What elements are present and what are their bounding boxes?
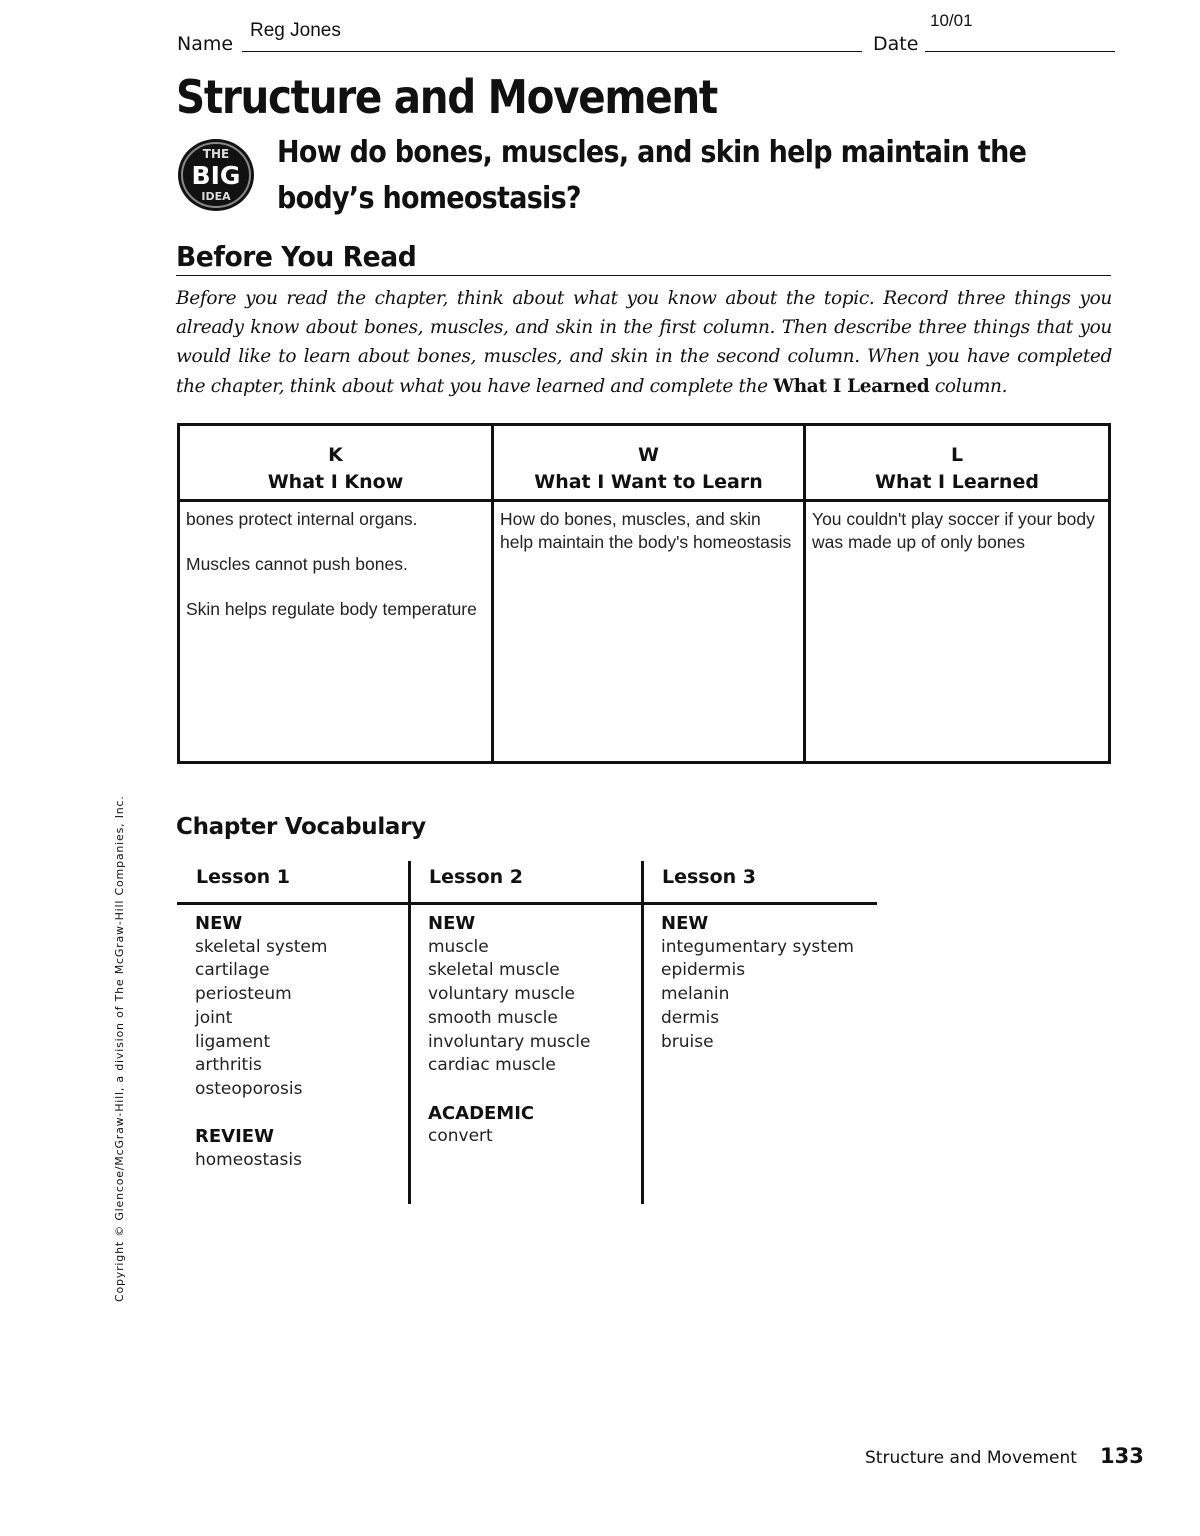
lesson-1-terms [195,912,327,1173]
page-number: 133 [1100,1444,1144,1468]
vocab-term: dermis [661,1007,720,1028]
vocab-term: bruise [661,1031,714,1052]
vocab-term: convert [428,1126,493,1147]
kwl-entry: Muscles cannot push bones. [186,554,408,574]
kwl-cell-want[interactable] [494,502,803,582]
kwl-entry: bones protect internal organs. [186,509,418,529]
vocab-term: ligament [195,1031,271,1052]
lesson-3-heading: Lesson 3 [662,866,757,888]
lesson-2-terms [428,912,591,1149]
vocab-term: cartilage [195,960,270,981]
instructions-text [176,284,1112,401]
big-idea-badge-icon [177,138,257,212]
name-value[interactable]: Reg Jones [250,20,341,41]
kwl-column-know [180,426,491,761]
date-line [925,51,1115,52]
big-idea-question [277,130,1027,222]
lesson-1-heading: Lesson 1 [196,866,291,888]
kwl-letter-k: K [328,444,343,466]
vocab-term: joint [195,1007,233,1028]
kwl-letter-l: L [950,444,964,466]
question-line-1: How do bones, muscles, and skin help maintain the [277,135,1027,170]
kwl-cell-learned[interactable] [806,502,1108,582]
vocab-term: smooth muscle [428,1007,558,1028]
kwl-title-learned: What I Learned [875,471,1039,493]
vocab-term: skeletal system [195,936,328,957]
kwl-table [177,423,1111,764]
footer-chapter-title: Structure and Movement [865,1448,1077,1468]
kwl-cell-know[interactable] [180,502,491,649]
before-you-read-heading: Before You Read [176,240,417,273]
vocab-term: voluntary muscle [428,984,575,1005]
kwl-column-learned [803,426,1108,761]
vocab-term: osteoporosis [195,1078,303,1099]
date-value[interactable]: 10/01 [930,11,973,30]
new-label: NEW [661,913,709,934]
vocab-term: melanin [661,984,730,1005]
vocabulary-divider [641,861,644,1204]
badge-bot-text: IDEA [201,190,231,203]
new-label: NEW [428,913,476,934]
kwl-entry: Skin helps regulate body temperature [186,599,477,619]
spacer [428,1078,591,1102]
vocab-term: skeletal muscle [428,960,560,981]
section-rule [176,275,1111,276]
kwl-column-want [491,426,803,761]
academic-label: ACADEMIC [428,1102,535,1124]
vocabulary-heading: Chapter Vocabulary [176,814,426,840]
vocab-term: arthritis [195,1055,262,1076]
question-line-2: body’s homeostasis? [277,181,581,216]
vocab-term: epidermis [661,960,746,981]
name-line [242,51,862,52]
kwl-header-want [494,426,803,502]
vocab-term: integumentary system [661,936,854,957]
kwl-header-know [180,426,491,502]
date-label: Date [873,33,919,55]
page-title: Structure and Movement [176,70,717,124]
kwl-title-know: What I Know [267,471,404,493]
name-label: Name [177,33,234,55]
vocabulary-rule [177,902,877,905]
kwl-entry: You couldn't play soccer if your body was made up of only bones [812,509,1095,552]
new-label: NEW [195,913,243,934]
kwl-entry: How do bones, muscles, and skin help maintain the body's homeostasis [500,509,792,552]
kwl-letter-w: W [638,444,659,466]
vocab-term: periosteum [195,984,292,1005]
badge-top-text: THE [202,147,230,161]
spacer [195,1102,327,1126]
instructions-pre: Before you read the chapter, think about what you know about the topic. Record three things you already know about bones, muscles, and skin in the first column. Then describe three things that you would like to learn about bones, muscles, and skin in the second column. When you have completed the chapter, think about what you have learned and complete the [176,288,1112,397]
lesson-3-terms [661,912,854,1054]
kwl-title-want: What I Want to Learn [534,471,763,493]
instructions-post: column. [929,375,1008,397]
review-label: REVIEW [195,1126,274,1148]
vocab-term: cardiac muscle [428,1055,556,1076]
lesson-2-heading: Lesson 2 [429,866,524,888]
kwl-header-learned [806,426,1108,502]
instructions-bold: What I Learned [773,375,930,397]
vocab-term: involuntary muscle [428,1031,591,1052]
vocab-term: homeostasis [195,1150,302,1171]
vocab-term: muscle [428,936,489,957]
badge-mid-text: BIG [191,161,241,190]
copyright-notice: Copyright © Glencoe/McGraw-Hill, a division of The McGraw-Hill Companies, Inc. [113,795,126,1302]
vocabulary-divider [408,861,411,1204]
